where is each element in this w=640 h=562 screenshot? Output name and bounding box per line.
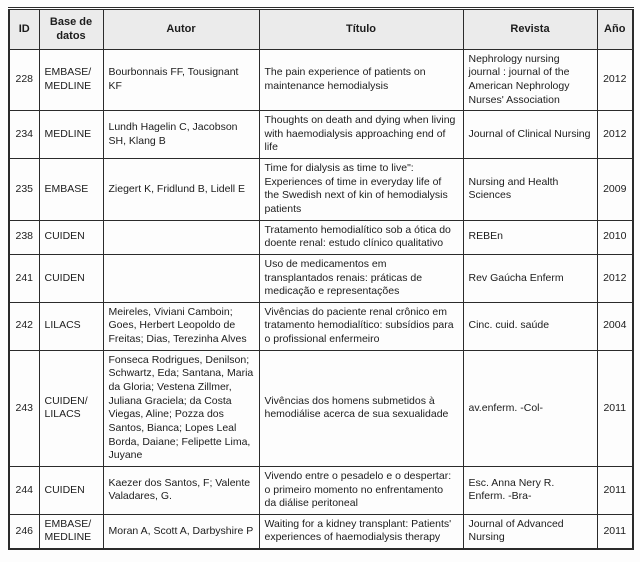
cell-base-de-datos: EMBASE/ MEDLINE [39,49,103,111]
cell-id: 234 [9,111,39,159]
table-row [9,111,633,159]
references-table [8,7,634,550]
column-header-autor: Autor [103,9,259,50]
cell-titulo: Vivências dos homens submetidos à hemodiálise acerca de sua sexualidade [259,350,463,466]
cell-ano: 2012 [597,111,633,159]
cell-base-de-datos: CUIDEN [39,220,103,254]
cell-id: 238 [9,220,39,254]
cell-revista: REBEn [463,220,597,254]
table-row [9,302,633,350]
cell-titulo: Waiting for a kidney transplant: Patients' experiences of haemodialysis therapy [259,514,463,549]
cell-revista: Journal of Clinical Nursing [463,111,597,159]
cell-revista: Rev Gaúcha Enferm [463,254,597,302]
cell-ano: 2011 [597,350,633,466]
cell-base-de-datos: MEDLINE [39,111,103,159]
cell-revista: Esc. Anna Nery R. Enferm. -Bra- [463,466,597,514]
cell-id: 246 [9,514,39,549]
cell-base-de-datos: LILACS [39,302,103,350]
cell-base-de-datos: EMBASE/ MEDLINE [39,514,103,549]
cell-id: 241 [9,254,39,302]
cell-ano: 2011 [597,514,633,549]
cell-revista: Journal of Advanced Nursing [463,514,597,549]
table-row [9,466,633,514]
cell-id: 235 [9,159,39,221]
cell-id: 228 [9,49,39,111]
cell-titulo: Vivendo entre o pesadelo e o despertar: o primeiro momento no enfrentamento da diálise peritoneal [259,466,463,514]
cell-autor: Lundh Hagelin C, Jacobson SH, Klang B [103,111,259,159]
cell-titulo: Time for dialysis as time to live": Experiences of time in everyday life of the Swedish next of kin of hemodialysis patients [259,159,463,221]
cell-ano: 2011 [597,466,633,514]
cell-autor [103,254,259,302]
cell-ano: 2004 [597,302,633,350]
cell-base-de-datos: CUIDEN [39,254,103,302]
column-header-id: ID [9,9,39,50]
cell-autor: Bourbonnais FF, Tousignant KF [103,49,259,111]
column-header-revista: Revista [463,9,597,50]
cell-autor: Meireles, Viviani Camboin; Goes, Herbert Leopoldo de Freitas; Dias, Terezinha Alves [103,302,259,350]
cell-autor: Ziegert K, Fridlund B, Lidell E [103,159,259,221]
table-row [9,49,633,111]
cell-ano: 2012 [597,254,633,302]
table-row [9,350,633,466]
cell-ano: 2012 [597,49,633,111]
cell-revista: Nursing and Health Sciences [463,159,597,221]
table-row [9,159,633,221]
table-header-row [9,9,633,50]
cell-autor [103,220,259,254]
cell-titulo: Tratamento hemodialítico sob a ótica do doente renal: estudo clínico qualitativo [259,220,463,254]
cell-revista: av.enferm. -Col- [463,350,597,466]
cell-autor: Moran A, Scott A, Darbyshire P [103,514,259,549]
cell-autor: Fonseca Rodrigues, Denilson; Schwartz, Eda; Santana, Maria da Gloria; Vestena Zillmer, Juliana Graciela; da Costa Viegas, Aline; Pozza dos Santos, Bianca; Lopes Leal Borda, Daiane; Felipette Lima, Juyane [103,350,259,466]
cell-ano: 2009 [597,159,633,221]
cell-base-de-datos: CUIDEN [39,466,103,514]
table-row [9,220,633,254]
cell-titulo: Uso de medicamentos em transplantados renais: práticas de medicação e representações [259,254,463,302]
cell-base-de-datos: EMBASE [39,159,103,221]
table-row [9,254,633,302]
cell-titulo: The pain experience of patients on maintenance hemodialysis [259,49,463,111]
cell-titulo: Thoughts on death and dying when living with haemodialysis approaching end of life [259,111,463,159]
column-header-ano: Año [597,9,633,50]
cell-titulo: Vivências do paciente renal crônico em tratamento hemodialítico: subsídios para o profissional enfermeiro [259,302,463,350]
cell-ano: 2010 [597,220,633,254]
table-row [9,514,633,549]
cell-id: 244 [9,466,39,514]
cell-revista: Nephrology nursing journal : journal of the American Nephrology Nurses' Association [463,49,597,111]
column-header-titulo: Título [259,9,463,50]
cell-revista: Cinc. cuid. saúde [463,302,597,350]
cell-autor: Kaezer dos Santos, F; Valente Valadares, G. [103,466,259,514]
cell-base-de-datos: CUIDEN/ LILACS [39,350,103,466]
cell-id: 243 [9,350,39,466]
cell-id: 242 [9,302,39,350]
column-header-base-de-datos: Base de datos [39,9,103,50]
